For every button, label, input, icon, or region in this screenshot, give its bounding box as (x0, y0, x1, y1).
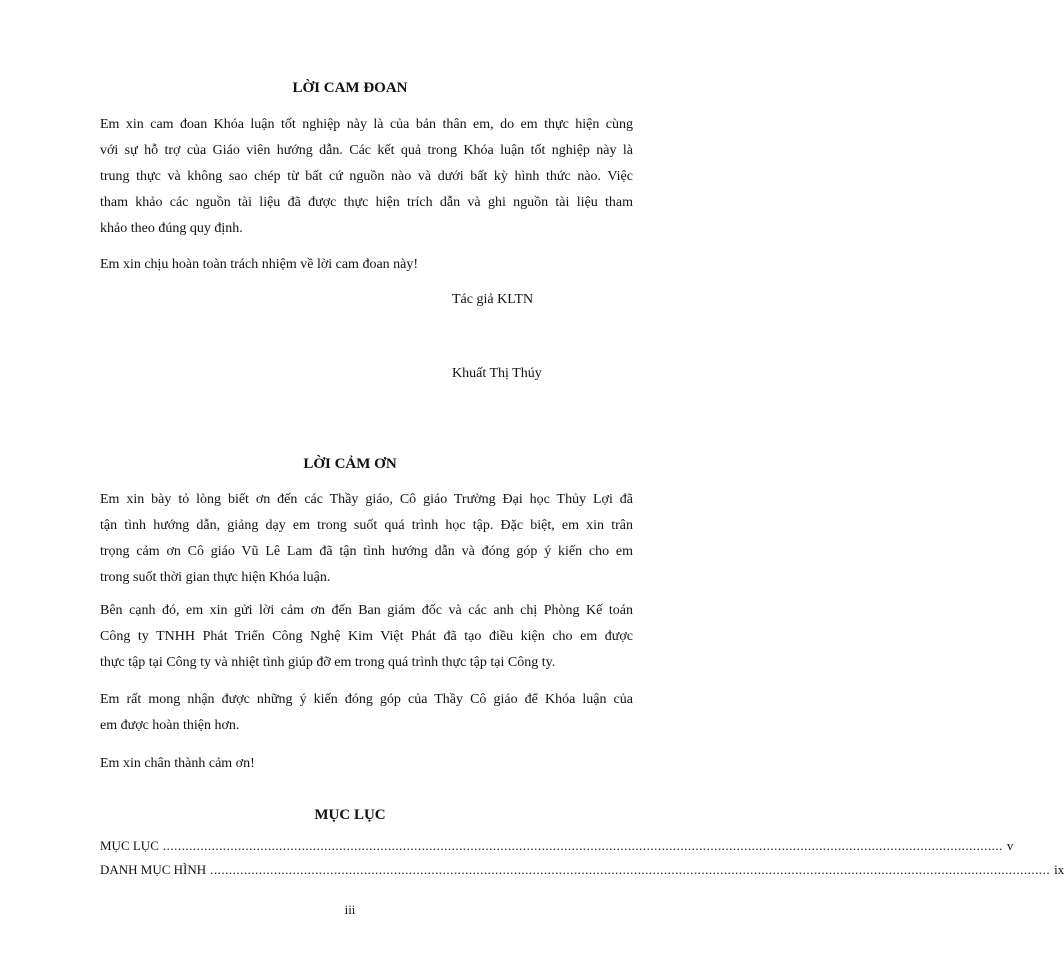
toc-leader-dots: ................................................................................................................................................................................................................................ (162, 838, 1003, 853)
cam-on-paragraph-4 (100, 751, 633, 777)
text-line: trung thực và không sao chép từ bất cứ nguồn nào và dưới bất kỳ hình thức nào. Việc (100, 169, 633, 184)
cam-on-paragraph-3 (100, 687, 633, 739)
text-line: với sự hỗ trợ của Giáo viên hướng dẫn. Các kết quả trong Khóa luận tốt nghiệp này là (100, 143, 633, 158)
author-label: Tác giả KLTN (452, 292, 534, 307)
text-line: Em xin chịu hoàn toàn trách nhiệm về lời cam đoan này! (100, 257, 419, 272)
toc-entry-page: v (1006, 838, 1014, 853)
cam-on-paragraph-2 (100, 598, 633, 676)
muc-luc-title: MỤC LỤC (314, 807, 386, 823)
text-line: khảo theo đúng quy định. (100, 221, 243, 236)
author-name: Khuất Thị Thúy (452, 366, 542, 381)
cam-doan-paragraph-1 (100, 112, 633, 242)
cam-on-title: LỜI CẢM ƠN (303, 456, 397, 472)
cam-doan-paragraph-2 (100, 252, 633, 278)
cam-doan-title: LỜI CAM ĐOAN (292, 80, 408, 96)
text-line: trong suốt thời gian thực hiện Khóa luận. (100, 570, 331, 585)
toc-entry-page: ix (1054, 862, 1064, 877)
text-line: em được hoàn thiện hơn. (100, 718, 240, 733)
text-line: Em xin bày tỏ lòng biết ơn đến các Thầy giáo, Cô giáo Trường Đại học Thủy Lợi đã (100, 492, 633, 507)
text-line: tận tình hướng dẫn, giảng dạy em trong suốt quá trình học tập. Đặc biệt, em xin trân (100, 518, 633, 533)
text-line: Em xin cam đoan Khóa luận tốt nghiệp này là của bản thân em, do em thực hiện cùng (100, 117, 633, 132)
text-line: Em xin chân thành cảm ơn! (100, 756, 255, 771)
cam-on-paragraph-1 (100, 487, 633, 591)
page-number: iii (344, 902, 356, 917)
text-line: trọng cảm ơn Cô giáo Vũ Lê Lam đã tận tình hướng dẫn và đóng góp ý kiến cho em (100, 544, 633, 559)
text-line: tham khảo các nguồn tài liệu đã được thực hiện trích dẫn và ghi nguồn tài liệu tham (100, 195, 633, 210)
toc-entry-label: DANH MỤC HÌNH (100, 862, 207, 877)
text-line: Bên cạnh đó, em xin gửi lời cảm ơn đến Ban giám đốc và các anh chị Phòng Kế toán (100, 603, 633, 618)
text-line: Em rất mong nhận được những ý kiến đóng góp của Thầy Cô giáo để Khóa luận của (100, 692, 633, 707)
text-line: Công ty TNHH Phát Triển Công Nghệ Kim Việt Phát đã tạo điều kiện cho em được (100, 629, 633, 644)
toc-entry[interactable] (100, 838, 1014, 858)
text-line: thực tập tại Công ty và nhiệt tình giúp đỡ em trong quá trình thực tập tại Công ty. (100, 655, 556, 670)
toc-entry-label: MỤC LỤC (100, 838, 159, 853)
toc-leader-dots: ................................................................................................................................................................................................................................ (210, 862, 1051, 877)
toc-entry[interactable] (100, 862, 1064, 882)
